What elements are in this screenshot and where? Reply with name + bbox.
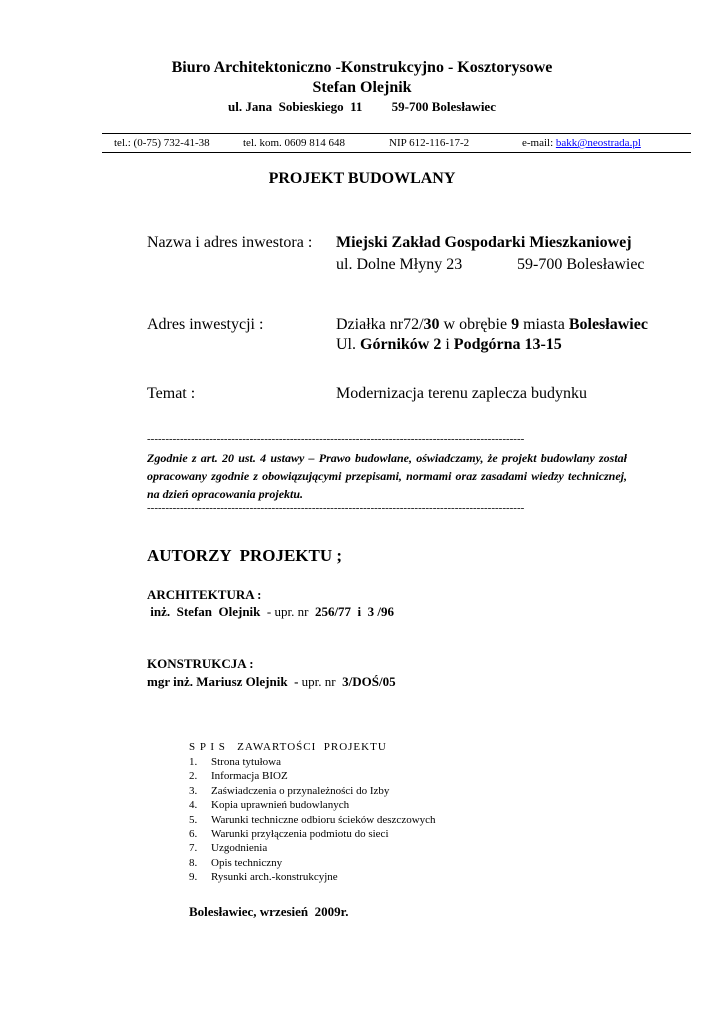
contents-item-number: 1.	[189, 756, 198, 768]
contents-item-number: 6.	[189, 828, 198, 841]
email-link[interactable]: bakk@neostrada.pl	[555, 137, 641, 149]
contents-item-number: 5.	[189, 813, 198, 826]
contents-item	[189, 870, 436, 884]
city-name: Bolesławiec	[568, 316, 648, 333]
place-date: Bolesławiec, wrzesień 2009r.	[189, 904, 349, 919]
construction-author	[147, 674, 396, 690]
engineer-license-number: 3/DOŚ/05	[338, 674, 396, 689]
street-2: Podgórna 13-15	[453, 336, 562, 353]
construction-heading: KONSTRUKCJA :	[147, 656, 254, 671]
contents-item	[189, 798, 436, 812]
topic-label: Temat :	[147, 385, 196, 402]
contents-item-text: Uzgodnienia	[211, 842, 268, 855]
topic-value: Modernizacja terenu zaplecza budynku	[336, 385, 587, 402]
architecture-heading: ARCHITEKTURA :	[147, 587, 262, 602]
contents-item	[189, 755, 436, 769]
plot-text-2: w obrębie	[439, 316, 512, 333]
investment-streets	[336, 336, 562, 354]
page-title: PROJEKT BUDOWLANY	[268, 170, 456, 187]
contents-item	[189, 856, 436, 870]
company-owner: Stefan Olejnik	[312, 79, 412, 96]
architecture-author	[147, 604, 394, 620]
contact-mobile: tel. kom. 0609 814 648	[243, 137, 346, 149]
contents-title: S P I S ZAWARTOŚCI PROJEKTU	[189, 741, 387, 753]
contents-list	[189, 755, 436, 885]
contents-item-text: Zaświadczenia o przynależności do Izby	[211, 784, 390, 797]
architect-license-label: - upr. nr	[263, 604, 312, 619]
investment-plot	[336, 316, 648, 334]
contents-item	[189, 841, 436, 855]
contents-item-text: Opis techniczny	[211, 856, 283, 869]
investor-city: 59-700 Bolesławiec	[517, 256, 645, 273]
street-prefix: Ul.	[336, 336, 360, 353]
engineer-name: mgr inż. Mariusz Olejnik -	[147, 674, 302, 689]
declaration-note: Zgodnie z art. 20 ust. 4 ustawy – Prawo budowlane, oświadczamy, że projekt budowlany został opracowany zgodnie z obowiązującymi przepisami, normami oraz zasadami wiedzy technicznej, na dzień opracowania projektu.	[147, 451, 627, 501]
contents-item	[189, 784, 436, 798]
contents-item-text: Warunki techniczne odbioru ścieków deszczowych	[211, 813, 436, 826]
contents-item-text: Strona tytułowa	[211, 756, 281, 768]
contents-item-text: Rysunki arch.-konstrukcyjne	[211, 871, 338, 884]
header-divider-bottom	[102, 152, 691, 153]
contents-item	[189, 769, 436, 783]
contents-item-number: 2.	[189, 770, 198, 783]
plot-text-3: miasta	[519, 316, 569, 333]
contents-item-number: 9.	[189, 871, 198, 884]
engineer-license-label: upr. nr	[301, 674, 339, 689]
company-address: ul. Jana Sobieskiego 11 59-700 Bolesławiec	[228, 99, 496, 114]
contents-item	[189, 813, 436, 827]
investor-name: Miejski Zakład Gospodarki Mieszkaniowej	[336, 234, 632, 251]
header-divider-top	[102, 133, 691, 134]
dashed-separator-top: -------------------------------------------------------------------------------------------------------	[147, 433, 525, 445]
investor-street: ul. Dolne Młyny 23	[336, 256, 463, 273]
contents-item-text: Kopia uprawnień budowlanych	[211, 799, 350, 812]
email-label: e-mail:	[522, 137, 556, 149]
contents-item-number: 7.	[189, 842, 198, 855]
contents-item-number: 4.	[189, 799, 198, 812]
contents-item	[189, 827, 436, 841]
street-1: Górników 2	[360, 336, 442, 353]
dashed-separator-bottom: -------------------------------------------------------------------------------------------------------	[147, 502, 525, 514]
investor-label: Nazwa i adres inwestora :	[147, 234, 313, 251]
contents-item-number: 3.	[189, 784, 198, 797]
authors-heading: AUTORZY PROJEKTU ;	[147, 546, 343, 565]
plot-text: Działka nr72/	[336, 316, 424, 333]
contents-item-number: 8.	[189, 856, 198, 869]
precinct-number: 9	[511, 316, 520, 333]
architect-license-number: 256/77 i 3 /96	[311, 604, 395, 619]
plot-number: 30	[423, 316, 440, 333]
contact-tel: tel.: (0-75) 732-41-38	[114, 137, 210, 149]
investment-label: Adres inwestycji :	[147, 316, 264, 333]
street-join: i	[441, 336, 454, 353]
contact-email	[522, 137, 641, 149]
company-name: Biuro Architektoniczno -Konstrukcyjno - Kosztorysowe	[171, 59, 553, 76]
architect-name: inż. Stefan Olejnik	[147, 604, 264, 619]
contents-item-text: Warunki przyłączenia podmiotu do sieci	[211, 828, 389, 841]
contact-nip: NIP 612-116-17-2	[389, 137, 470, 149]
contents-item-text: Informacja BIOZ	[211, 770, 288, 783]
